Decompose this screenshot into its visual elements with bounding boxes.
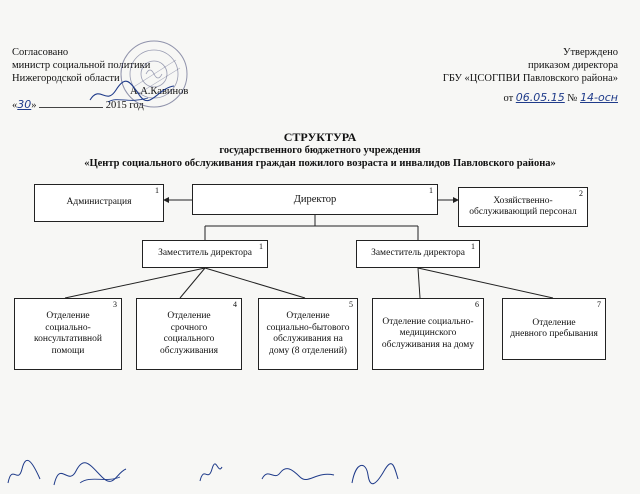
box-deputy-director-right-num: 1: [471, 242, 475, 251]
box-dept-home-service-num: 5: [349, 300, 353, 309]
signature-5-icon: [346, 455, 402, 491]
box-director-num: 1: [429, 186, 433, 195]
approval-left-date-day: 30: [17, 98, 32, 111]
box-deputy-director-right-label: Заместитель директора: [371, 248, 465, 259]
box-household-staff-num: 2: [579, 189, 583, 198]
signature-2-icon: [50, 455, 130, 491]
box-dept-medical-home-num: 6: [475, 300, 479, 309]
box-deputy-director-right: [356, 240, 480, 268]
box-dept-day-stay-num: 7: [597, 300, 601, 309]
approval-right-number-sign: №: [567, 93, 578, 104]
approval-right-date-prefix: от: [503, 93, 514, 104]
document-title: СТРУКТУРА: [283, 130, 357, 144]
box-dept-home-service-label: Отделение социально-бытового обслуживания на дому (8 отделений): [266, 311, 350, 356]
approval-right-line3: ГБУ «ЦСОГПВИ Павловского района»: [442, 73, 618, 84]
box-dept-urgent: [136, 298, 242, 370]
document-subtitle-1: государственного бюджетного учреждения: [219, 145, 421, 156]
box-administration: [34, 184, 164, 222]
box-dept-medical-home-label: Отделение социально- медицинского обслуживания на дому: [381, 316, 475, 350]
box-dept-medical-home: [372, 298, 484, 370]
box-dept-urgent-num: 4: [233, 300, 237, 309]
box-dept-urgent-label: Отделение срочного социального обслуживания: [160, 311, 218, 356]
box-director: [192, 184, 438, 215]
box-dept-day-stay: [502, 298, 606, 360]
box-deputy-director-left-label: Заместитель директора: [158, 248, 252, 259]
approval-right-date-value: 06.05.15: [515, 91, 565, 104]
box-director-label: Директор: [293, 193, 337, 205]
signature-1-icon: [4, 455, 44, 491]
box-deputy-director-left-num: 1: [259, 242, 263, 251]
approval-left-date-year: 2015 год: [105, 100, 144, 111]
box-dept-day-stay-label: Отделение дневного пребывания: [510, 317, 598, 339]
approval-left-line3: Нижегородской области: [12, 73, 120, 84]
box-administration-num: 1: [155, 186, 159, 195]
signature-3-icon: [196, 455, 226, 491]
box-administration-label: Администрация: [66, 197, 132, 208]
box-household-staff: [458, 187, 588, 227]
box-household-staff-label: Хозяйственно- обслуживающий персонал: [469, 195, 577, 217]
signature-4-icon: [258, 455, 338, 491]
approval-left-name: А.А.Кавинов: [130, 86, 189, 97]
approval-right-line1: Утверждено: [563, 47, 618, 58]
approval-left-date-line: «30» 2015 год: [12, 98, 144, 111]
box-dept-consultative-num: 3: [113, 300, 117, 309]
box-dept-consultative-label: Отделение социально- консультативной помощи: [34, 311, 102, 356]
approval-right-line2: приказом директора: [528, 60, 618, 71]
box-dept-home-service: [258, 298, 358, 370]
box-deputy-director-left: [142, 240, 268, 268]
approval-left-line2: министр социальной политики: [12, 60, 151, 71]
box-dept-consultative: [14, 298, 122, 370]
approval-left-line1: Согласовано: [12, 47, 69, 58]
approval-right-number-value: 14-осн: [580, 91, 618, 104]
document-subtitle-2: «Центр социального обслуживания граждан пожилого возраста и инвалидов Павловского района»: [84, 158, 556, 169]
